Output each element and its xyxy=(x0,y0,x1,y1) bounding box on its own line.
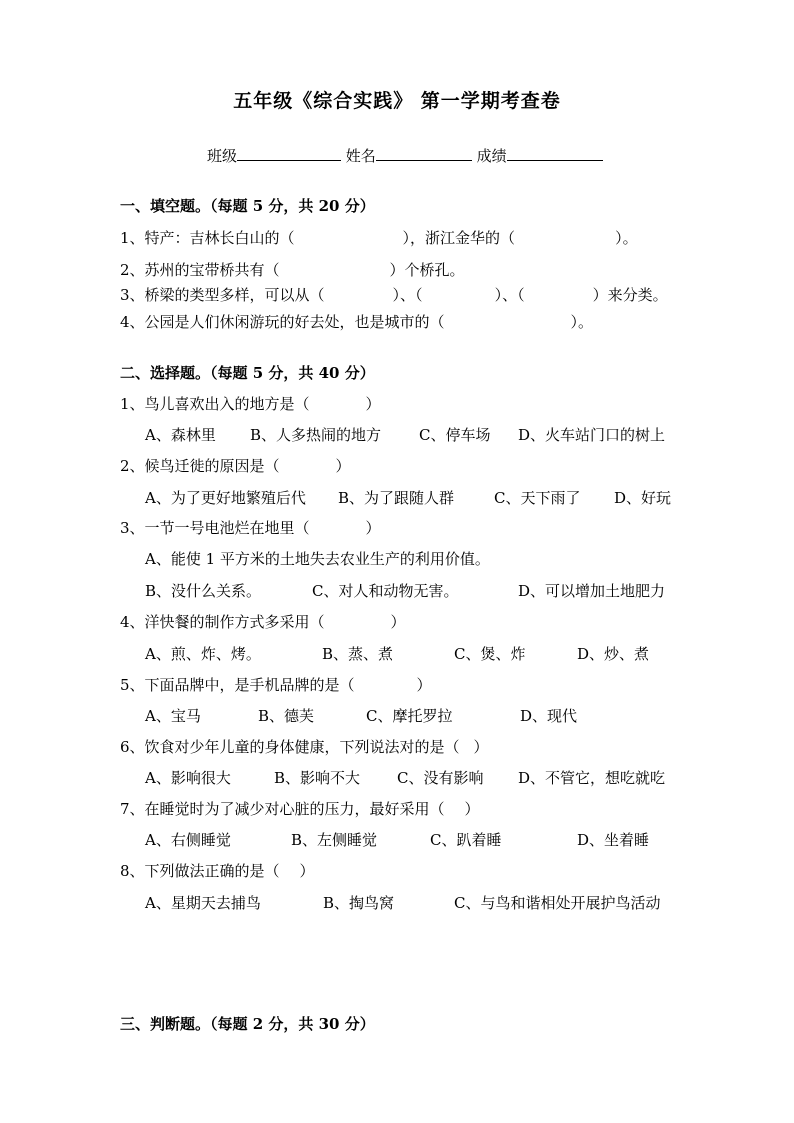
option-b[interactable]: B、德芙 xyxy=(258,707,315,725)
section1-question-2: 2、苏州的宝带桥共有（ ）个桥孔。 xyxy=(120,261,465,279)
page-title: 五年级《综合实践》 第一学期考查卷 xyxy=(233,90,561,112)
option-b[interactable]: B、影响不大 xyxy=(274,769,361,787)
option-a[interactable]: A、影响很大 xyxy=(145,769,231,787)
section1-question-3: 3、桥梁的类型多样，可以从（ ）、（ ）、（ ）来分类。 xyxy=(120,286,668,304)
option-a[interactable]: A、星期天去捕鸟 xyxy=(145,894,261,912)
option-c[interactable]: C、煲、炸 xyxy=(454,645,526,663)
name-blank[interactable] xyxy=(376,146,472,161)
option-c[interactable]: C、没有影响 xyxy=(397,769,484,787)
section2-question-3: 3、一节一号电池烂在地里（ ） xyxy=(120,519,381,537)
section1-question-4: 4、公园是人们休闲游玩的好去处，也是城市的（ ）。 xyxy=(120,313,594,331)
score-blank[interactable] xyxy=(507,146,603,161)
option-d[interactable]: D、坐着睡 xyxy=(577,831,650,849)
option-b[interactable]: B、蒸、煮 xyxy=(322,645,394,663)
option-b[interactable]: B、没什么关系。 xyxy=(145,582,262,600)
section3-heading: 三、判断题。（每题 2 分，共 30 分） xyxy=(120,1015,375,1033)
option-d[interactable]: D、炒、煮 xyxy=(577,645,650,663)
option-d[interactable]: D、火车站门口的树上 xyxy=(518,426,666,444)
option-a[interactable]: A、能使 1 平方米的土地失去农业生产的利用价值。 xyxy=(145,550,490,568)
section2-heading: 二、选择题。（每题 5 分，共 40 分） xyxy=(120,364,375,382)
option-a[interactable]: A、煎、炸、烤。 xyxy=(145,645,261,663)
score-label: 成绩 xyxy=(476,147,507,165)
option-b[interactable]: B、掏鸟窝 xyxy=(323,894,395,912)
section2-question-5: 5、下面品牌中，是手机品牌的是（ ） xyxy=(120,676,432,694)
option-c[interactable]: C、天下雨了 xyxy=(494,489,581,507)
option-b[interactable]: B、人多热闹的地方 xyxy=(250,426,382,444)
option-c[interactable]: C、趴着睡 xyxy=(430,831,502,849)
section2-question-6: 6、饮食对少年儿童的身体健康，下列说法对的是（ ） xyxy=(120,738,489,756)
option-a[interactable]: A、为了更好地繁殖后代 xyxy=(145,489,306,507)
class-blank[interactable] xyxy=(237,146,341,161)
option-d[interactable]: D、不管它，想吃就吃 xyxy=(518,769,666,787)
option-a[interactable]: A、森林里 xyxy=(145,426,216,444)
section2-question-4: 4、洋快餐的制作方式多采用（ ） xyxy=(120,613,406,631)
class-label: 班级 xyxy=(207,147,238,165)
option-a[interactable]: A、宝马 xyxy=(145,707,201,725)
option-c[interactable]: C、停车场 xyxy=(419,426,491,444)
option-c[interactable]: C、对人和动物无害。 xyxy=(312,582,459,600)
section2-question-2: 2、候鸟迁徙的原因是（ ） xyxy=(120,457,351,475)
option-a[interactable]: A、右侧睡觉 xyxy=(145,831,231,849)
option-b[interactable]: B、为了跟随人群 xyxy=(338,489,455,507)
section2-question-7: 7、在睡觉时为了减少对心脏的压力，最好采用（ ） xyxy=(120,800,480,818)
section2-question-1: 1、鸟儿喜欢出入的地方是（ ） xyxy=(120,395,381,413)
option-c[interactable]: C、摩托罗拉 xyxy=(366,707,453,725)
option-b[interactable]: B、左侧睡觉 xyxy=(291,831,378,849)
name-label: 姓名 xyxy=(345,147,376,165)
section2-question-8: 8、下列做法正确的是（ ） xyxy=(120,862,315,880)
option-d[interactable]: D、可以增加土地肥力 xyxy=(518,582,666,600)
student-info-line xyxy=(207,146,603,166)
option-c[interactable]: C、与鸟和谐相处开展护鸟活动 xyxy=(454,894,661,912)
section1-heading: 一、填空题。（每题 5 分，共 20 分） xyxy=(120,197,375,215)
option-d[interactable]: D、好玩 xyxy=(614,489,672,507)
section1-question-1: 1、特产：吉林长白山的（ ），浙江金华的（ ）。 xyxy=(120,229,638,247)
option-d[interactable]: D、现代 xyxy=(520,707,578,725)
